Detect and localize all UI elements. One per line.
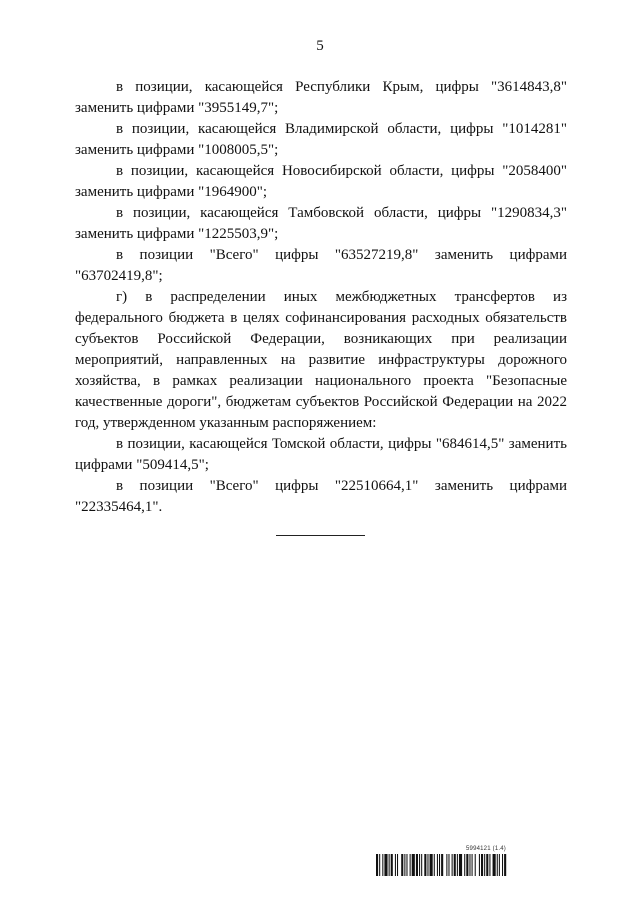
barcode-bar [481,854,483,876]
paragraph-total-2: в позиции "Всего" цифры "22510664,1" заменить цифрами "22335464,1". [75,478,567,515]
barcode-bar [376,854,378,876]
barcode-bar [434,854,435,876]
barcode-bar [441,854,443,876]
barcode-bar [421,854,422,876]
barcode-bar [410,854,411,876]
barcode-bar [475,854,476,876]
barcode-bar [395,854,396,876]
barcode-bar [459,854,462,876]
paragraph-novosibirsk: в позиции, касающейся Новосибирской области, цифры "2058400" заменить цифрами "1964900"; [75,163,567,200]
barcode-bar [464,854,465,876]
barcode-bar [397,854,398,876]
barcode-bar [479,854,480,876]
barcode-bar [412,854,415,876]
barcode-bar [391,854,393,876]
barcode-bar [401,854,403,876]
barcode-bar [484,854,485,876]
barcode-bar [404,854,405,876]
barcode-bar [446,854,447,876]
paragraph-tambov: в позиции, касающейся Тамбовской области, цифры "1290834,3" заменить цифрами "1225503,9"; [75,205,567,242]
barcode-bar [379,854,380,876]
barcode-bar [416,854,418,876]
barcode-bar [493,854,496,876]
end-separator-line [276,535,365,536]
paragraph-tomsk: в позиции, касающейся Томской области, цифры "684614,5" заменить цифрами "509414,5"; [75,436,567,473]
barcode-bar [427,854,428,876]
barcode-bar [448,854,449,876]
paragraph-item-g: г) в распределении иных межбюджетных трансфертов из федерального бюджета в целях софинансирования расходных обязательств субъектов Российской Федерации, возникающих при реализации мероприятий, направленных на развитие инфраструктуры дорожного хозяйства, в рамках реализации национального проекта "Безопасные качественные дороги", бюджетам субъектов Российской Федерации на 2022 год, утвержденном указанным распоряжением: [75,289,567,431]
barcode-bar [499,854,500,876]
page-number: 5 [316,38,324,54]
paragraph-total-1: в позиции "Всего" цифры "63527219,8" заменить цифрами "63702419,8"; [75,247,567,284]
barcode-bar [384,854,387,876]
barcode-bar [454,854,456,876]
document-body [75,77,567,518]
barcode-bar [419,854,420,876]
barcode-bar [424,854,426,876]
barcode-bar [489,854,490,876]
barcode-bar [430,854,433,876]
barcode-bar [406,854,407,876]
paragraph-vladimir: в позиции, касающейся Владимирской области, цифры "1014281" заменить цифрами "1008005,5"; [75,121,567,158]
barcode-bar [439,854,440,876]
barcode-bar [469,854,470,876]
barcode-bar [497,854,498,876]
document-code: 5994121 (1.4) [466,846,506,852]
barcode-bar [472,854,473,876]
barcode-bar [502,854,503,876]
barcode-bar [486,854,488,876]
barcode-bar [504,854,506,876]
barcode-bar [452,854,453,876]
barcode-bar [466,854,468,876]
paragraph-crimea: в позиции, касающейся Республики Крым, цифры "3614843,8" заменить цифрами "3955149,7"; [75,79,567,116]
barcode-bar [389,854,390,876]
barcode [376,854,566,876]
barcode-bar [457,854,458,876]
barcode-bar [382,854,383,876]
barcode-bar [437,854,438,876]
